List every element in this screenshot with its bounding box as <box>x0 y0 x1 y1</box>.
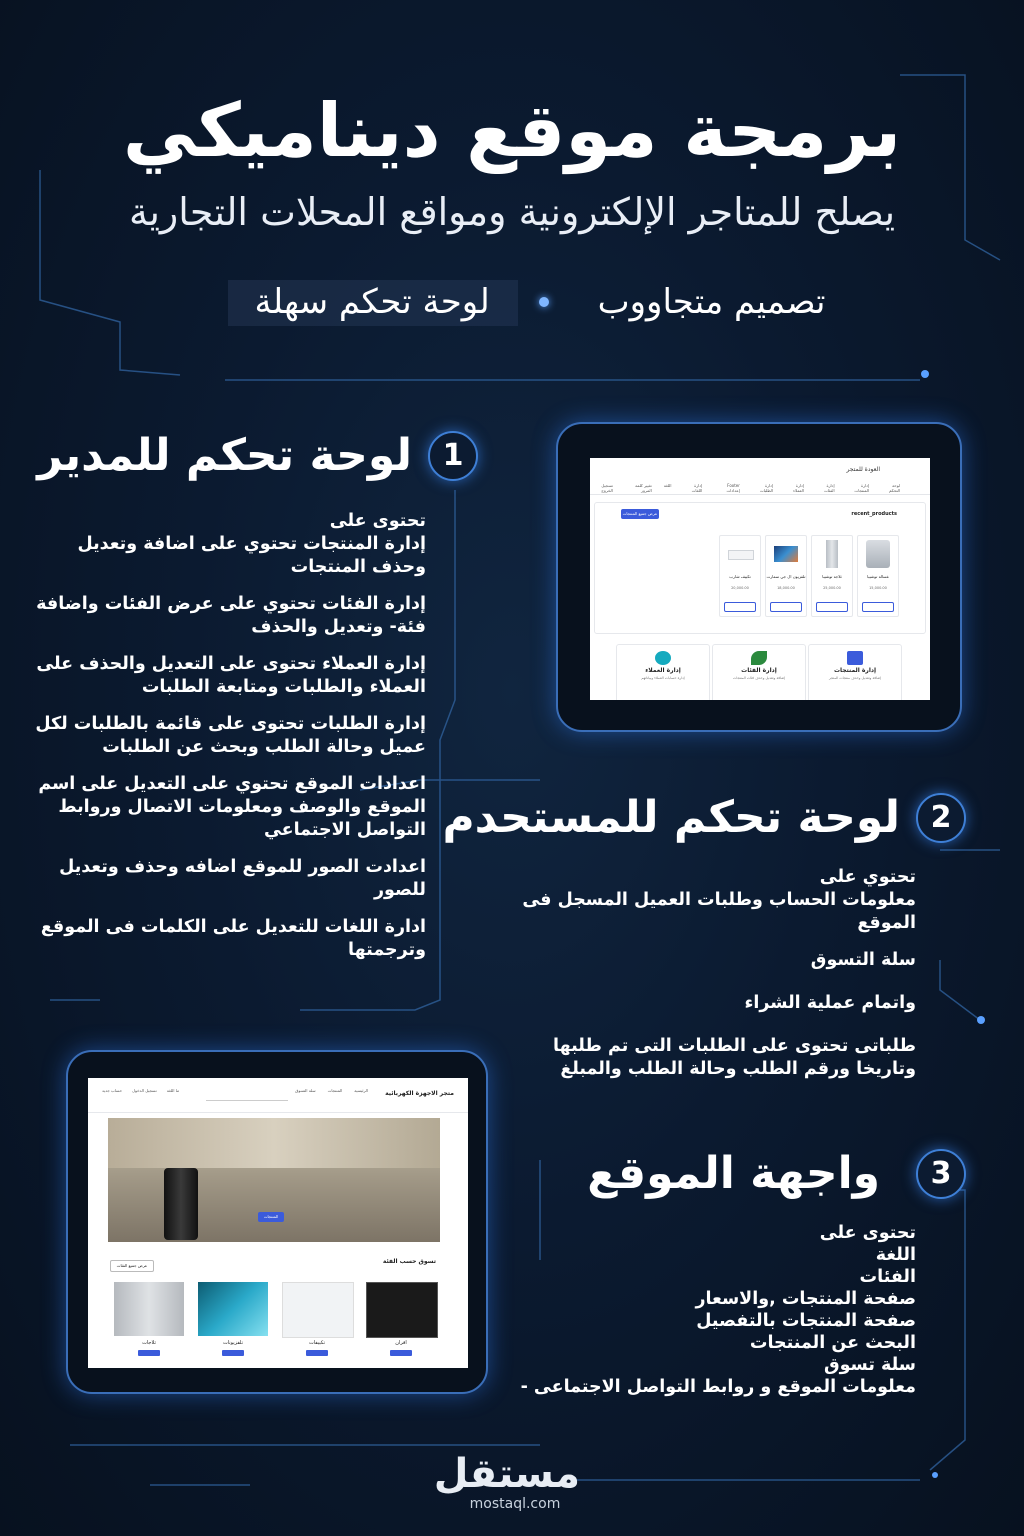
product-card[interactable] <box>765 535 807 617</box>
category-button[interactable] <box>390 1350 412 1356</box>
category-button[interactable] <box>138 1350 160 1356</box>
product-name: تلفزيون ال جي سمارت <box>766 574 806 579</box>
ac-image <box>728 550 754 560</box>
section1-list <box>26 510 426 976</box>
admin-menu-item[interactable]: إدارة اللغات <box>691 483 703 493</box>
card-title: إدارة العملاء <box>645 667 681 674</box>
product-card[interactable] <box>811 535 853 617</box>
blender-image <box>164 1168 198 1240</box>
section1-item: تحتوى على إدارة المنتجات تحتوي على اضافة وتعديل وحذف المنتجات <box>77 511 426 577</box>
search-input[interactable] <box>206 1086 288 1101</box>
section3-header <box>587 1148 966 1199</box>
section2-item: تحتوي على معلومات الحساب وطلبات العميل المسجل فى الموقع <box>522 867 916 933</box>
admin-screen <box>590 458 930 700</box>
section2-header <box>442 792 966 843</box>
section3-title: واجهة الموقع <box>587 1148 880 1199</box>
section3-item: اللغة <box>875 1245 916 1265</box>
section1-number: 1 <box>428 431 478 481</box>
section1-item: اعدادت الصور للموقع اضافه وحذف وتعديل للصور <box>59 857 426 900</box>
nav-login[interactable]: تسجيل الدخول <box>132 1088 157 1093</box>
section3-item: البحث عن المنتجات <box>749 1333 916 1353</box>
nav-products[interactable]: المنتجات <box>327 1088 343 1093</box>
fridge-image <box>114 1282 184 1336</box>
product-price: 25,000.00 <box>823 586 841 590</box>
category-button[interactable] <box>222 1350 244 1356</box>
card-description: إدارة حسابات العملاء وبياناتهم <box>641 676 685 680</box>
card-title: إدارة الفئات <box>741 667 777 674</box>
admin-menu-item[interactable]: إدارة العملاء <box>793 483 804 493</box>
card-title: إدارة المنتجات <box>833 667 877 674</box>
features-row <box>230 278 850 326</box>
ac-image <box>282 1282 354 1338</box>
section3-list <box>496 1222 916 1398</box>
admin-menu-item[interactable]: إدارة الطلبات <box>759 483 773 493</box>
view-all-products-button[interactable]: عرض جميع المنتجات <box>621 509 659 519</box>
section2-list <box>516 866 916 1095</box>
product-name: تكييف شارب <box>729 574 751 579</box>
section3-item: تحتوى على <box>819 1223 916 1243</box>
hero-products-button[interactable]: المنتجات <box>258 1212 284 1222</box>
cabinets <box>108 1118 440 1168</box>
category-card[interactable] <box>114 1282 184 1368</box>
card-description: إضافة وتعديل وحذف فئات المنتجات <box>732 676 786 680</box>
edit-product-button[interactable] <box>862 602 894 612</box>
boxes-icon <box>847 651 863 665</box>
admin-menu <box>590 483 900 493</box>
hero-title: برمجة موقع ديناميكي <box>122 88 902 174</box>
store-screen <box>88 1078 468 1368</box>
nav-register[interactable]: حساب جديد <box>102 1088 123 1093</box>
hero-banner <box>108 1118 440 1242</box>
product-name: غسالة توشيبا <box>867 574 889 579</box>
section2-number: 2 <box>916 793 966 843</box>
admin-menu-item[interactable]: تسجيل الخروج <box>601 483 613 493</box>
category-label: ثلاجات <box>142 1340 156 1346</box>
view-all-categories-button[interactable]: عرض جميع الفئات <box>110 1260 154 1272</box>
section3-item: معلومات الموقع و روابط التواصل الاجتماعى - <box>520 1377 916 1397</box>
section3-item: الفئات <box>859 1267 916 1287</box>
manage-products-card[interactable] <box>808 644 902 700</box>
section3-number: 3 <box>916 1149 966 1199</box>
section1-header <box>37 430 478 481</box>
section1-title: لوحة تحكم للمدير <box>37 430 412 481</box>
edit-product-button[interactable] <box>724 602 756 612</box>
category-card[interactable] <box>282 1282 352 1368</box>
admin-navbar <box>590 458 930 495</box>
admin-menu-item[interactable]: Footer إعدادات <box>726 483 740 493</box>
tag-icon <box>751 651 767 665</box>
users-icon <box>655 651 671 665</box>
admin-menu-item[interactable]: لوحة التحكم <box>889 483 900 493</box>
edit-product-button[interactable] <box>770 602 802 612</box>
category-card[interactable] <box>366 1282 436 1368</box>
logo-url: mostaql.com <box>469 1496 561 1512</box>
section3-item: صفحة المنتجات بالتفصيل <box>696 1311 916 1331</box>
section2-item: طلباتى تحتوى على الطلبات التى تم طلبها وتاريخا ورقم الطلب وحالة الطلب والمبلغ <box>553 1036 916 1079</box>
section2-item: سلة التسوق <box>810 950 916 970</box>
product-card[interactable] <box>719 535 761 617</box>
bullet-dot <box>539 297 549 307</box>
admin-menu-item[interactable]: اللغة <box>663 483 672 488</box>
recent-products-label: recent_products <box>851 511 897 517</box>
oven-image <box>366 1282 438 1338</box>
product-price: 18,000.00 <box>777 586 795 590</box>
section3-item: سلة تسوق <box>823 1355 916 1375</box>
section1-item: ادارة اللغات للتعديل على الكلمات فى الموقع وترجمتها <box>40 917 426 960</box>
category-card[interactable] <box>198 1282 268 1368</box>
section1-item: إدارة العملاء تحتوى على التعديل والحذف على العملاء والطلبات ومتابعة الطلبات <box>36 654 426 697</box>
washer-image <box>866 540 890 568</box>
section2-title: لوحة تحكم للمستحدم <box>442 792 900 843</box>
product-card[interactable] <box>857 535 899 617</box>
store-brand[interactable]: متجر الاجهزة الكهربائية <box>385 1090 454 1097</box>
manage-customers-card[interactable] <box>616 644 710 700</box>
category-label: افران <box>395 1340 407 1346</box>
feature-responsive: تصميم متجاووب <box>597 282 826 322</box>
logo-text: مستقل <box>433 1451 580 1497</box>
product-name: ثلاجة توشيبا <box>822 574 842 579</box>
section1-item: إدارة الفئات تحتوي على عرض الفئات واضافة فئة- وتعديل والحذف <box>36 594 426 637</box>
category-section-title: تسوق حسب الفئة <box>382 1258 436 1265</box>
section1-item: إدارة الطلبات تحتوى على قائمة بالطلبات لكل عميل وحالة الطلب وبحث عن الطلبات <box>35 714 426 757</box>
category-label: تكييفات <box>309 1340 325 1346</box>
nav-language[interactable]: ما اللغة <box>166 1088 180 1093</box>
store-tablet <box>66 1050 488 1394</box>
admin-menu-item[interactable]: إدارة المنتجات <box>854 483 870 493</box>
hero-subtitle: يصلح للمتاجر الإلكترونية ومواقع المحلات التجارية <box>128 190 896 234</box>
manage-categories-card[interactable] <box>712 644 806 700</box>
store-nav-links <box>295 1088 368 1093</box>
admin-menu-item[interactable]: تغيير كلمة المرور <box>635 483 652 493</box>
section3-item: صفحة المنتجات ,والاسعار <box>695 1289 916 1309</box>
store-user-links <box>102 1088 179 1093</box>
section1-item: اعدادات الموقع تحتوي على التعديل على اسم الموقع والوصف ومعلومات الاتصال وروابط التواصل الاجتماعي <box>38 774 426 840</box>
admin-brand[interactable]: العودة للمتجر <box>846 466 880 473</box>
nav-cart[interactable]: سلة التسوق <box>295 1088 316 1093</box>
tv-image <box>198 1282 268 1336</box>
store-navbar <box>88 1078 468 1113</box>
nav-home[interactable]: الرئيسية <box>354 1088 368 1093</box>
category-label: تلفزيونات <box>223 1340 243 1346</box>
recent-products-card <box>594 502 926 634</box>
section2-item: واتمام عملية الشراء <box>744 993 916 1013</box>
admin-tablet <box>556 422 962 732</box>
edit-product-button[interactable] <box>816 602 848 612</box>
product-price: 15,000.00 <box>869 586 887 590</box>
category-button[interactable] <box>306 1350 328 1356</box>
product-price: 20,000.00 <box>731 586 749 590</box>
tv-image <box>774 546 798 562</box>
card-description: إضافة وتعديل وحذف منتجات المتجر <box>828 676 882 680</box>
admin-menu-item[interactable]: إدارة الفئات <box>824 483 835 493</box>
mostaql-logo <box>433 1451 580 1512</box>
fridge-image <box>826 540 838 568</box>
feature-dashboard: لوحة تحكم سهلة <box>254 282 490 322</box>
